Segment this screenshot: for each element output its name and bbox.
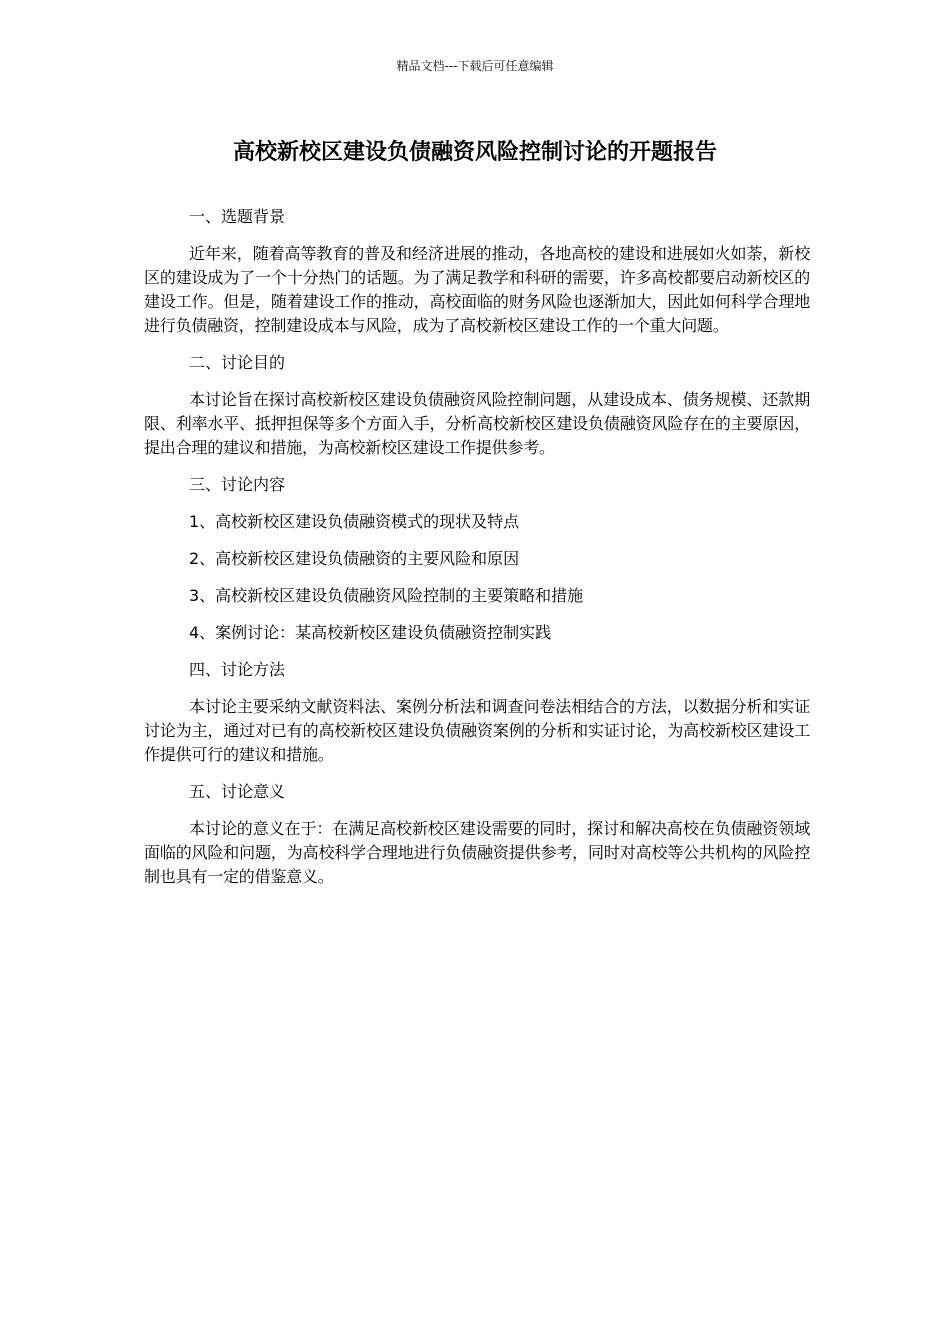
section-heading-background: 一、选题背景: [189, 207, 286, 226]
document-body: [144, 205, 810, 902]
section-paragraph-background: 近年来，随着高等教育的普及和经济进展的推动，各地高校的建设和进展如火如荼，新校区的建设成为了一个十分热门的话题。为了满足教学和科研的需要，许多高校都要启动新校区的建设工作。但是，随着建设工作的推动，高校面临的财务风险也逐渐加大，因此如何科学合理地进行负债融资，控制建设成本与风险，成为了高校新校区建设工作的一个重大问题。: [144, 244, 810, 335]
section-paragraph-purpose: 本讨论旨在探讨高校新校区建设负债融资风险控制问题，从建设成本、债务规模、还款期限、利率水平、抵押担保等多个方面入手，分析高校新校区建设负债融资风险存在的主要原因，提出合理的建议和措施，为高校新校区建设工作提供参考。: [144, 390, 810, 457]
content-list-item: 1、高校新校区建设负债融资模式的现状及特点: [189, 512, 520, 531]
section-heading-content: 三、讨论内容: [189, 475, 286, 494]
section-heading-significance: 五、讨论意义: [189, 782, 286, 801]
section-paragraph-method: 本讨论主要采纳文献资料法、案例分析法和调查问卷法相结合的方法，以数据分析和实证讨论为主，通过对已有的高校新校区建设负债融资案例的分析和实证讨论，为高校新校区建设工作提供可行的建议和措施。: [144, 697, 810, 764]
content-list-item: 4、案例讨论：某高校新校区建设负债融资控制实践: [189, 623, 552, 642]
document-title: 高校新校区建设负债融资风险控制讨论的开题报告: [232, 140, 717, 165]
section-heading-method: 四、讨论方法: [189, 660, 286, 679]
section-paragraph-significance: 本讨论的意义在于：在满足高校新校区建设需要的同时，探讨和解决高校在负债融资领域面临的风险和问题，为高校科学合理地进行负债融资提供参考，同时对高校等公共机构的风险控制也具有一定的借鉴意义。: [144, 819, 810, 886]
content-list-item: 3、高校新校区建设负债融资风险控制的主要策略和措施: [189, 586, 584, 605]
section-heading-purpose: 二、讨论目的: [189, 353, 286, 372]
content-list-item: 2、高校新校区建设负债融资的主要风险和原因: [189, 549, 520, 568]
page-header-note: 精品文档---下载后可任意编辑: [396, 59, 554, 73]
